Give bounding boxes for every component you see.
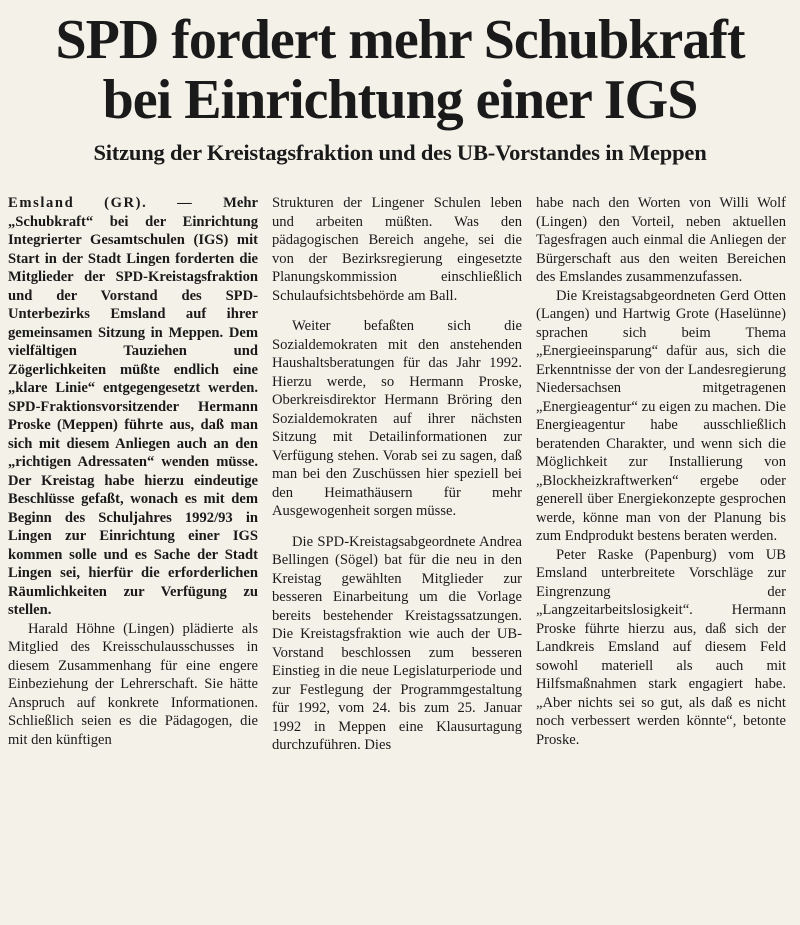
paragraph: Die Kreistagsabgeordneten Gerd Otten (Langen) und Hartwig Grote (Haselünne) sprachen sich beim Thema „Energieeinsparung“ dafür aus, sich die Erkenntnisse der von der Landesregierung Niedersachsen mitgetragenen „Energieagentur“ zu eigen zu machen. Die Energieagentur habe ausschließlich beratenden Charakter, und wenn sich die Möglichkeit zur Installierung von „Blockheizkraftwerken“ ergebe oder generell über Energiekonzepte gesprochen werde, könne man von der Planung bis zum Endprodukt bestens beraten werden.	[536, 287, 786, 544]
paragraph: habe nach den Worten von Willi Wolf (Lingen) den Vorteil, neben aktuellen Tagesfragen auch einmal die Anliegen der Bürgerschaft aus den weiten Bereichen des Emslandes zusammenzufassen.	[536, 195, 786, 285]
lead-paragraph	[8, 194, 258, 620]
lead-text: Mehr „Schubkraft“ bei der Einrichtung Integrierter Gesamtschulen (IGS) mit Start in der Stadt Lingen forderten die Mitglieder der SPD-Kreistagsfraktion und der Vorstand des SPD-Unterbezirks Emsland auf ihrer gemeinsamen Sitzung in Meppen. Dem vielfältigen Tauziehen und Zögerlichkeiten müßte endlich eine „klare Linie“ entgegengesetzt werden. SPD-Fraktionsvorsitzender Hermann Proske (Meppen) führte aus, daß man sich mit diesem Anliegen auch an den „richtigen Adressaten“ wenden müsse. Der Kreistag habe hierzu eindeutige Beschlüsse gefaßt, wonach es mit dem Beginn des Schuljahres 1992/93 in Lingen zur Einrichtung einer IGS kommen solle und es Sache der Stadt Lingen sei, hierfür die erforderlichen Räumlichkeiten zur Verfügung zu stellen.	[8, 195, 258, 618]
paragraph: Harald Höhne (Lingen) plädierte als Mitglied des Kreisschulausschusses in diesem Zusammenhang für eine engere Einbeziehung der Lehrerschaft. Sie hätte Anspruch auf konkrete Informationen. Schließlich seien es die Pädagogen, die mit den künftigen	[8, 620, 258, 748]
article-body	[8, 194, 786, 755]
column-1	[8, 194, 258, 755]
headline-line-1: SPD fordert mehr Schubkraft	[55, 9, 745, 71]
headline	[10, 10, 790, 130]
dateline: Emsland (GR). —	[8, 195, 224, 211]
subheadline: Sitzung der Kreistagsfraktion und des UB-Vorstandes in Meppen	[93, 140, 707, 165]
paragraph: Strukturen der Lingener Schulen leben und arbeiten müßten. Was den pädagogischen Bereich angehe, sei die von der Bezirksregierung eingesetzte Planungskommission einschließlich Schulaufsichtsbehörde am Ball.	[272, 195, 522, 304]
column-3	[536, 194, 786, 755]
headline-line-2: bei Einrichtung einer IGS	[102, 69, 698, 131]
paragraph: Weiter befaßten sich die Sozialdemokraten mit den anstehenden Haushaltsberatungen für das Jahr 1992. Hierzu werde, so Hermann Proske, Oberkreisdirektor Hermann Bröring den Sozialdemokraten auf ihrer nächsten Sitzung mit Detailinformationen zur Verfügung stehen. Vorab sei zu sagen, daß man bei den Zuschüssen hier speziell bei den Heimathäusern für mehr Ausgewogenheit sorgen müsse.	[272, 318, 522, 519]
paragraph: Die SPD-Kreistagsabgeordnete Andrea Bellingen (Sögel) bat für die neu in den Kreistag gewählten Mitglieder zur besseren Einarbeitung um die Vorlage bereits bestehender Kreistagssatzungen. Die Kreistagsfraktion wie auch der UB-Vorstand beschlossen zum besseren Einstieg in die neue Legislaturperiode und zur Festlegung der Programmgestaltung für 1992, vom 24. bis zum 25. Januar 1992 in Meppen eine Klausurtagung durchzuführen. Dies	[272, 533, 522, 753]
paragraph: Peter Raske (Papenburg) vom UB Emsland unterbreitete Vorschläge zur Eingrenzung der „Langzeitarbeitslosigkeit“. Hermann Proske führte hierzu aus, daß sich der Landkreis Emsland auf diesem Feld sowohl materiell als auch mit Hilfsmaßnahmen stark engagiert habe. „Aber nichts sei so gut, als daß es nicht noch verbessert werden könnte“, betonte Proske.	[536, 546, 786, 748]
column-2	[272, 194, 522, 755]
